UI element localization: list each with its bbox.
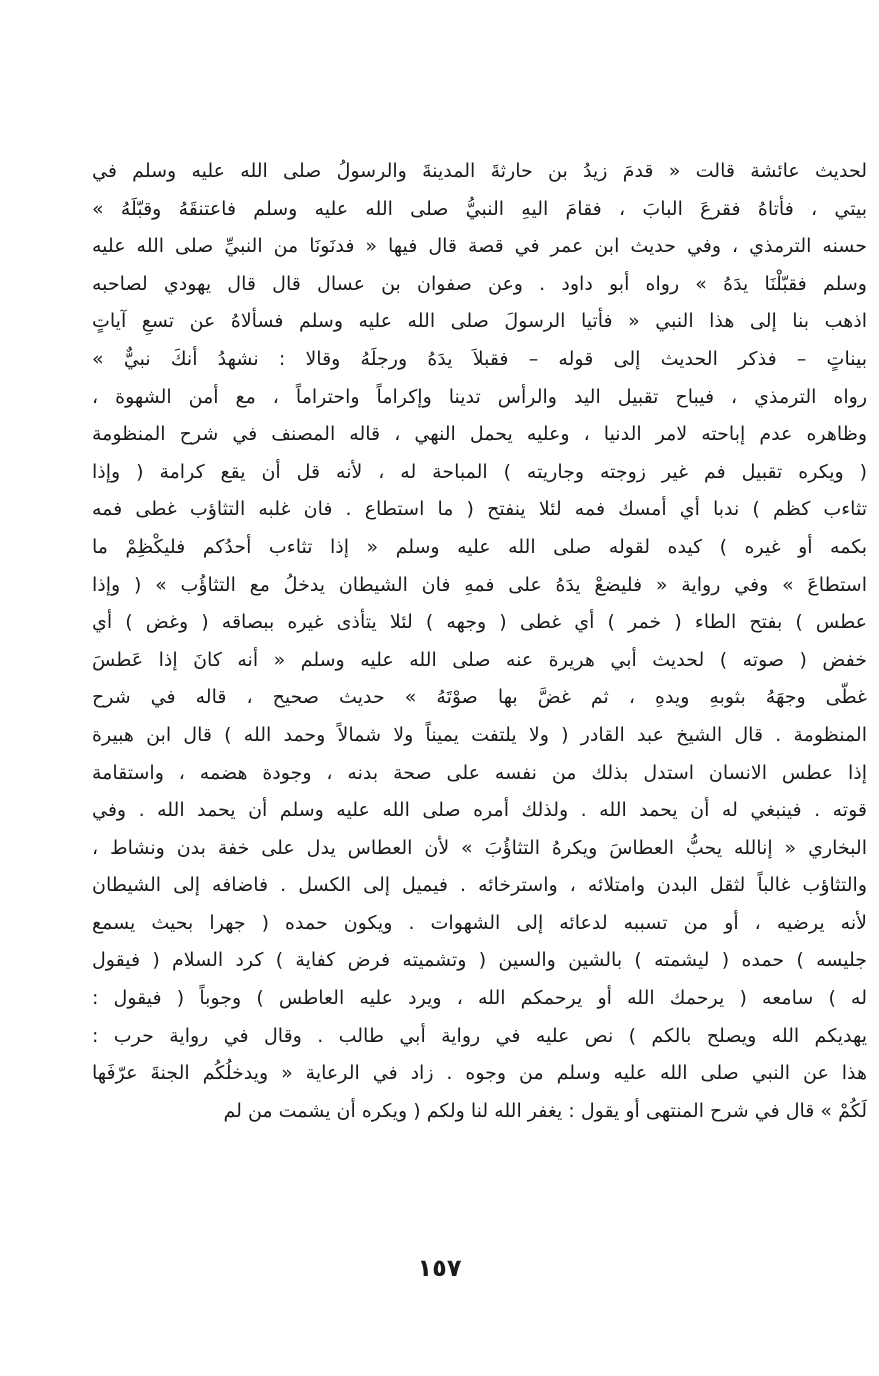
text-line: هذا عن النبي صلى الله عليه وسلم من وجوه . زاد في الرعاية « ويدخلُكُم الجنةَ عرّفَها <box>92 1062 867 1085</box>
text-line: بكمه أو غيره ) كيده لقوله صلى الله عليه وسلم « إذا تثاءب أحدُكم فليكْظِمْ ما <box>92 535 867 558</box>
page-number: ١٥٧ <box>417 1254 462 1282</box>
text-line: بيتي ، فأتاهُ فقرعَ البابَ ، فقامَ اليهِ النبيُّ صلى الله عليه وسلم فاعتنقَهُ وقبّلَهُ » <box>92 197 867 220</box>
text-line: إذا عطس الانسان استدل بذلك من نفسه على صحة بدنه ، وجودة هضمه ، واستقامة <box>92 761 867 784</box>
text-line: لحديث عائشة قالت « قدمَ زيدُ بن حارثةَ المدينةَ والرسولُ صلى الله عليه وسلم في <box>92 160 867 182</box>
text-line: رواه الترمذي ، فيباح تقبيل اليد والرأس تدينا وإكراماً واحتراماً ، مع أمن الشهوة ، <box>92 385 867 408</box>
text-line: المنظومة . قال الشيخ عبد القادر ( ولا يلتفت يميناً ولا شمالاً وحمد الله ) قال ابن هبيرة <box>92 723 867 746</box>
body-text <box>92 153 867 1130</box>
text-line: حسنه الترمذي ، وفي حديث ابن عمر في قصة قال فيها « فدنَونَا من النبيِّ صلى الله عليه <box>92 235 867 258</box>
text-line: قوته . فينبغي له أن يحمد الله . ولذلك أمره صلى الله عليه وسلم أن يحمد الله . وفي <box>92 799 867 822</box>
text-line: البخاري « إنالله يحبُّ العطاسَ ويكرهُ التثاؤُبَ » لأن العطاس يدل على خفة بدن ونشاط ، <box>92 836 867 859</box>
text-line: عطس ) بفتح الطاء ( خمر ) أي غطى ( وجهه ) لئلا يتأذى غيره ببصاقه ( وغض ) أي <box>92 611 867 634</box>
text-line: جليسه ) حمده ( ليشمته ) بالشين والسين ( وتشميته فرض كفاية ) كرد السلام ( فيقول <box>92 949 867 972</box>
text-line: خفض ( صوته ) لحديث أبي هريرة عنه صلى الله عليه وسلم « أنه كانَ إذا عَطسَ <box>92 648 867 671</box>
text-line: والتثاؤب غالباً لثقل البدن وامتلائه ، واسترخائه . فيميل إلى الكسل . فاضافه إلى الشيطان <box>92 874 867 897</box>
text-line: لأنه يرضيه ، أو من تسببه لدعائه إلى الشهوات . ويكون حمده ( جهرا بحيث يسمع <box>92 911 867 934</box>
text-line: تثاءب كظم ) ندبا أي أمسك فمه لئلا ينفتح ( ما استطاع . فان غلبه التثاؤب غطى فمه <box>92 498 867 521</box>
text-line: وسلم فقبّلْنَا يدَهُ » رواه أبو داود . وعن صفوان بن عسال قال قال يهودي لصاحبه <box>92 272 867 295</box>
text-line: ( ويكره تقبيل فم غير زوجته وجاريته ) المباحة له ، لأنه قل أن يقع كرامة ( وإذا <box>92 460 867 483</box>
text-line: لَكُمْ » قال في شرح المنتهى أو يقول : يغفر الله لنا ولكم ( ويكره أن يشمت من لم <box>223 1099 867 1122</box>
text-line: بيناتٍ – فذكر الحديث إلى قوله – فقبلاَ يدَهُ ورجلَهُ وقالا : نشهدُ أنكَ نبيٌّ » <box>92 347 867 370</box>
text-line: غطّى وجهَهُ بثوبهِ ويدهِ ، ثم غضَّ بها صوْتَهُ » حديث صحيح ، قاله في شرح <box>92 686 867 709</box>
text-line: استطاعَ » وفي رواية « فليضعْ يدَهُ على فمهِ فان الشيطان يدخلُ مع التثاؤُب » ( وإذا <box>92 573 867 596</box>
text-line: اذهب بنا إلى هذا النبي « فأتيا الرسولَ صلى الله عليه وسلم فسألاهُ عن تسعِ آياتٍ <box>92 310 867 333</box>
text-line: له ) سامعه ( يرحمك الله أو يرحمكم الله ، ويرد عليه العاطس ) وجوباً ( فيقول : <box>92 987 867 1010</box>
text-line: يهديكم الله ويصلح بالكم ) نص عليه في رواية أبي طالب . وقال في رواية حرب : <box>92 1024 867 1047</box>
text-line: وظاهره عدم إباحته لامر الدنيا ، وعليه يحمل النهي ، قاله المصنف في شرح المنظومة <box>92 423 867 446</box>
